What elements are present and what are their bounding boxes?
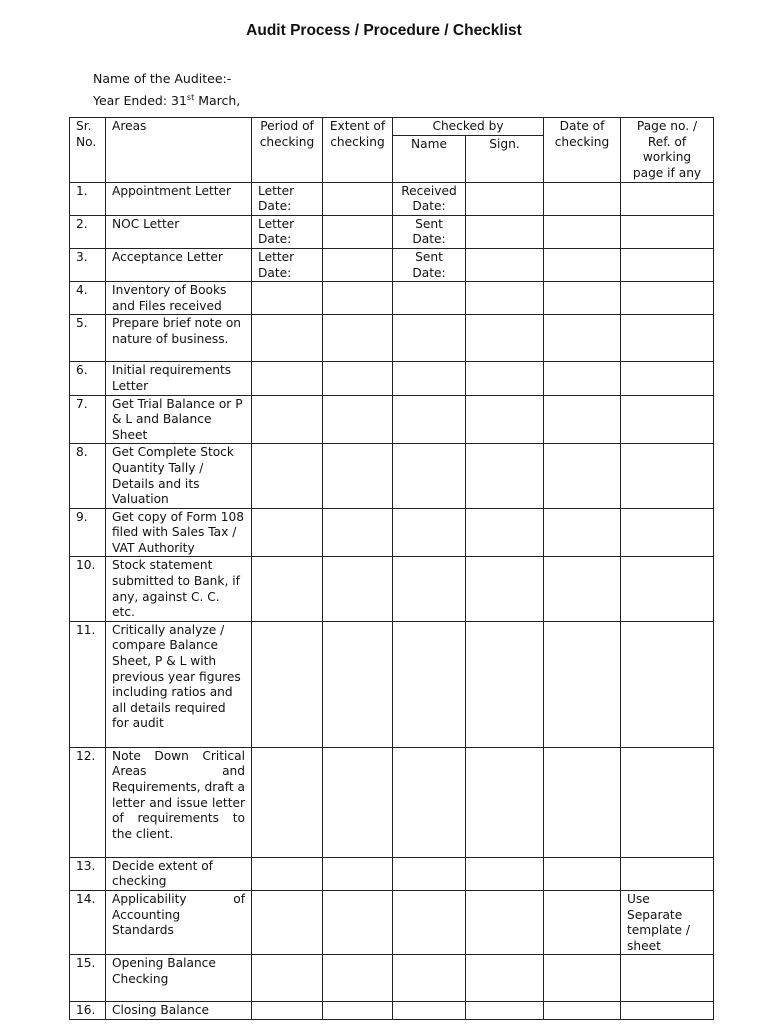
row-extent — [323, 1002, 393, 1020]
row-checked-sign — [466, 444, 544, 508]
row-checked-sign — [466, 747, 544, 857]
row-number: 10. — [70, 557, 106, 621]
row-page-ref — [621, 857, 714, 890]
row-extent — [323, 444, 393, 508]
row-area: Initial requirements Letter — [106, 362, 252, 395]
row-date — [544, 747, 621, 857]
row-date — [544, 955, 621, 1002]
row-checked-name — [393, 508, 466, 557]
row-area: Decide extent of checking — [106, 857, 252, 890]
header-areas: Areas — [106, 118, 252, 183]
row-page-ref — [621, 215, 714, 248]
row-date — [544, 395, 621, 444]
table-row — [70, 1002, 714, 1020]
row-page-ref — [621, 557, 714, 621]
row-date — [544, 444, 621, 508]
row-extent — [323, 621, 393, 747]
row-checked-sign — [466, 215, 544, 248]
row-period — [252, 891, 323, 955]
row-number: 5. — [70, 315, 106, 362]
row-checked-name — [393, 747, 466, 857]
row-checked-sign — [466, 395, 544, 444]
row-area: Applicability of Accounting Standards — [106, 891, 252, 955]
row-extent — [323, 282, 393, 315]
row-checked-sign — [466, 282, 544, 315]
row-checked-sign — [466, 621, 544, 747]
header-name: Name — [393, 135, 466, 182]
row-page-ref — [621, 508, 714, 557]
row-checked-name — [393, 395, 466, 444]
row-page-ref — [621, 248, 714, 281]
row-checked-name — [393, 444, 466, 508]
row-checked-sign — [466, 891, 544, 955]
row-area: Opening Balance Checking — [106, 955, 252, 1002]
row-checked-sign — [466, 248, 544, 281]
row-number: 7. — [70, 395, 106, 444]
row-date — [544, 891, 621, 955]
row-area: Get Trial Balance or P & L and Balance Sheet — [106, 395, 252, 444]
row-page-ref — [621, 395, 714, 444]
row-number: 8. — [70, 444, 106, 508]
table-row — [70, 891, 714, 955]
row-page-ref — [621, 747, 714, 857]
table-row — [70, 282, 714, 315]
row-date — [544, 362, 621, 395]
row-date — [544, 508, 621, 557]
row-extent — [323, 955, 393, 1002]
audit-checklist-table — [69, 117, 714, 1020]
row-checked-sign — [466, 315, 544, 362]
row-page-ref — [621, 362, 714, 395]
row-period — [252, 955, 323, 1002]
table-row — [70, 444, 714, 508]
row-checked-sign — [466, 508, 544, 557]
table-row — [70, 315, 714, 362]
row-date — [544, 1002, 621, 1020]
row-date — [544, 315, 621, 362]
row-date — [544, 248, 621, 281]
row-checked-name — [393, 315, 466, 362]
row-number: 2. — [70, 215, 106, 248]
row-checked-name: Sent Date: — [393, 215, 466, 248]
row-period — [252, 444, 323, 508]
row-extent — [323, 362, 393, 395]
row-number: 16. — [70, 1002, 106, 1020]
row-extent — [323, 747, 393, 857]
row-extent — [323, 508, 393, 557]
table-row — [70, 747, 714, 857]
year-ended-suffix: March, — [194, 93, 241, 108]
row-period — [252, 857, 323, 890]
document-title: Audit Process / Procedure / Checklist — [246, 22, 522, 39]
row-checked-name — [393, 362, 466, 395]
row-checked-name: Sent Date: — [393, 248, 466, 281]
row-period — [252, 621, 323, 747]
table-row — [70, 215, 714, 248]
row-checked-name — [393, 1002, 466, 1020]
row-period: Letter Date: — [252, 182, 323, 215]
table-row — [70, 557, 714, 621]
table-row — [70, 621, 714, 747]
row-date — [544, 621, 621, 747]
row-area: Appointment Letter — [106, 182, 252, 215]
row-date — [544, 182, 621, 215]
row-extent — [323, 395, 393, 444]
row-extent — [323, 182, 393, 215]
header-row — [70, 118, 714, 136]
row-date — [544, 282, 621, 315]
row-checked-name — [393, 621, 466, 747]
row-date — [544, 857, 621, 890]
row-area: Acceptance Letter — [106, 248, 252, 281]
row-period — [252, 1002, 323, 1020]
row-area: Critically analyze / compare Balance Sheet, P & L with previous year figures including ratios and all details required for audit — [106, 621, 252, 747]
row-number: 6. — [70, 362, 106, 395]
row-checked-name: Received Date: — [393, 182, 466, 215]
year-ended-label — [93, 93, 240, 108]
row-period — [252, 557, 323, 621]
table-row — [70, 857, 714, 890]
table-row — [70, 362, 714, 395]
row-page-ref — [621, 621, 714, 747]
row-date — [544, 215, 621, 248]
row-number: 14. — [70, 891, 106, 955]
row-extent — [323, 215, 393, 248]
header-checked-by: Checked by — [393, 118, 544, 136]
table-row — [70, 955, 714, 1002]
row-extent — [323, 891, 393, 955]
row-checked-name — [393, 557, 466, 621]
row-checked-name — [393, 891, 466, 955]
row-period — [252, 282, 323, 315]
row-number: 1. — [70, 182, 106, 215]
row-period: Letter Date: — [252, 215, 323, 248]
row-number: 12. — [70, 747, 106, 857]
row-area: Inventory of Books and Files received — [106, 282, 252, 315]
row-page-ref: Use Separate template / sheet — [621, 891, 714, 955]
table-row — [70, 248, 714, 281]
row-area: NOC Letter — [106, 215, 252, 248]
row-number: 9. — [70, 508, 106, 557]
row-page-ref — [621, 282, 714, 315]
row-area: Prepare brief note on nature of business. — [106, 315, 252, 362]
auditee-name-label: Name of the Auditee:- — [93, 71, 232, 86]
row-checked-sign — [466, 362, 544, 395]
year-ended-sup: st — [186, 92, 195, 102]
header-period: Period of checking — [252, 118, 323, 183]
row-checked-sign — [466, 182, 544, 215]
row-checked-name — [393, 282, 466, 315]
row-page-ref — [621, 1002, 714, 1020]
table-row — [70, 182, 714, 215]
row-period — [252, 747, 323, 857]
row-number: 15. — [70, 955, 106, 1002]
row-period — [252, 508, 323, 557]
row-page-ref — [621, 955, 714, 1002]
header-sr-no: Sr. No. — [70, 118, 106, 183]
row-extent — [323, 315, 393, 362]
row-area: Note Down Critical Areas and Requirements, draft a letter and issue letter of requirements to the client. — [106, 747, 252, 857]
table-row — [70, 508, 714, 557]
row-area: Stock statement submitted to Bank, if any, against C. C. etc. — [106, 557, 252, 621]
row-extent — [323, 857, 393, 890]
row-checked-sign — [466, 857, 544, 890]
row-extent — [323, 248, 393, 281]
header-extent: Extent of checking — [323, 118, 393, 183]
row-area: Get copy of Form 108 filed with Sales Tax / VAT Authority — [106, 508, 252, 557]
row-checked-sign — [466, 557, 544, 621]
row-checked-sign — [466, 955, 544, 1002]
row-period: Letter Date: — [252, 248, 323, 281]
row-checked-sign — [466, 1002, 544, 1020]
row-number: 4. — [70, 282, 106, 315]
header-date: Date of checking — [544, 118, 621, 183]
row-area: Get Complete Stock Quantity Tally / Details and its Valuation — [106, 444, 252, 508]
row-extent — [323, 557, 393, 621]
row-page-ref — [621, 315, 714, 362]
header-sign: Sign. — [466, 135, 544, 182]
row-page-ref — [621, 444, 714, 508]
row-period — [252, 315, 323, 362]
year-ended-prefix: Year Ended: 31 — [93, 93, 187, 108]
table-row — [70, 395, 714, 444]
header-page-ref: Page no. / Ref. of working page if any — [621, 118, 714, 183]
row-page-ref — [621, 182, 714, 215]
row-period — [252, 395, 323, 444]
row-checked-name — [393, 955, 466, 1002]
row-number: 13. — [70, 857, 106, 890]
row-period — [252, 362, 323, 395]
row-area: Closing Balance — [106, 1002, 252, 1020]
row-number: 11. — [70, 621, 106, 747]
row-checked-name — [393, 857, 466, 890]
row-number: 3. — [70, 248, 106, 281]
row-date — [544, 557, 621, 621]
